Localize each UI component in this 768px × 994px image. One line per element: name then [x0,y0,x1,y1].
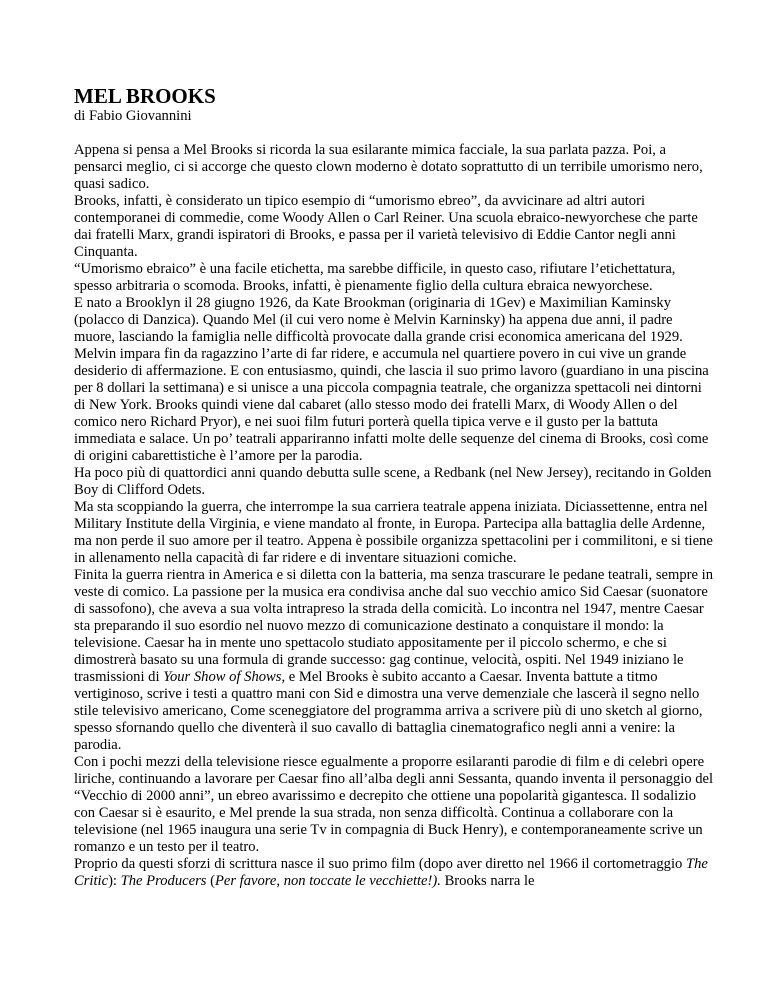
title-your-show-of-shows: Your Show of Shows [163,669,282,685]
title-the-critic: The Critic [74,856,708,889]
article-body [74,142,714,890]
article-byline: di Fabio Giovannini [74,108,192,124]
paragraph-nascita: E nato a Brooklyn il 28 giugno 1926, da Kate Brookman (originaria di 1Gev) e Maximilian Kaminsky (polacco di Danzica). Quando Mel (il cui vero nome è Melvin Karninsky) ha appena due anni, il padre muore, lasciando la famiglia nelle difficoltà provocate dalla grande crisi economica americana del 1929. [74,295,683,345]
paragraph-intro: Appena si pensa a Mel Brooks si ricorda la sua esilarante mimica facciale, la sua parlata pazza. Poi, a pensarci meglio, ci si accorge che questo clown moderno è dotato soprattutto di un terribile umorismo nero, quasi sadico. [74,142,703,192]
article-title: MEL BROOKS [74,84,216,108]
paragraph-giovinezza: Melvin impara fin da ragazzino l’arte di far ridere, e accumula nel quartiere povero in cui vive un grande desiderio di affermazione. E con entusiasmo, quindi, che lascia il suo primo lavoro (guardiano in una piscina per 8 dollari la settimana) e si unisce a una piccola compagnia teatrale, che organizza spettacoli nei dintorni di New York. Brooks quindi viene dal cabaret (allo stesso modo dei fratelli Marx, di Woody Allen o del comico nero Richard Pryor), e nei suoi film futuri porterà quella tipica verve e il gusto per la battuta immediata e salace. Un po’ teatrali appariranno infatti molte delle sequenze del cinema di Brooks, così come di origini cabarettistiche è l’amore per la parodia. [74,346,709,464]
paragraph-debutto: Ha poco più di quattordici anni quando debutta sulle scene, a Redbank (nel New Jersey), recitando in Golden Boy di Clifford Odets. [74,465,712,498]
title-the-producers: The Producers [120,873,207,889]
paragraph-primo-film: Proprio da questi sforzi di scrittura nasce il suo primo film (dopo aver diretto nel 1966 il cortometraggio The Critic): The Producers (Per favore, non toccate le vecchiette!). Brooks narra le [74,856,708,889]
paragraph-parodie: Con i pochi mezzi della televisione riesce egualmente a proporre esilaranti parodie di film e di celebri opere liriche, continuando a lavorare per Caesar fino all’alba degli anni Sessanta, quando inventa il personaggio del “Vecchio di 2000 anni”, un ebreo avarissimo e decrepito che ottiene una popolarità gigantesca. Il sodalizio con Caesar si è esaurito, e Mel prende la sua strada, non senza difficoltà. Continua a collaborare con la televisione (nel 1965 inaugura una serie Tv in compagnia di Buck Henry), e contemporaneamente scrive un romanzo e un testo per il teatro. [74,754,714,855]
title-per-favore: Per favore, non toccate le vecchiette!). [214,873,441,889]
paragraph-umorismo-ebraico: “Umorismo ebraico” è una facile etichetta, ma sarebbe difficile, in questo caso, rifiutare l’etichettatura, spesso arbitraria o scomoda. Brooks, infatti, è pienamente figlio della cultura ebraica newyorchese. [74,261,676,294]
paragraph-umorismo-ebreo: Brooks, infatti, è considerato un tipico esempio di “umorismo ebreo”, da avvicinare ad altri autori contemporanei di commedie, come Woody Allen o Carl Reiner. Una scuola ebraico-newyorchese che parte dai fratelli Marx, grandi ispiratori di Brooks, e passa per il varietà televisivo di Eddie Cantor negli anni Cinquanta. [74,193,698,260]
document-page [74,84,714,890]
paragraph-guerra: Ma sta scoppiando la guerra, che interrompe la sua carriera teatrale appena iniziata. Diciassettenne, entra nel Military Institute della Virginia, e viene mandato al fronte, in Europa. Partecipa alla battaglia delle Ardenne, ma non perde il suo amore per il teatro. Appena è possibile organizza spettacolini per i commilitoni, e si tiene in allenamento nella capacità di far ridere e di inventare situazioni comiche. [74,499,713,566]
paragraph-televisione: Finita la guerra rientra in America e si diletta con la batteria, ma senza trascurare le pedane teatrali, sempre in veste di comico. La passione per la musica era condivisa anche dal suo vecchio amico Sid Caesar (suonatore di sassofono), che aveva a sua volta intrapreso la strada della comicità. Lo incontra nel 1947, mentre Caesar sta preparando il suo esordio nel nuovo mezzo di comunicazione destinato a conquistare il mondo: la televisione. Caesar ha in mente uno spettacolo studiato appositamente per il piccolo schermo, e che si dimostrerà basato su una formula di grande successo: gag continue, velocità, ospiti. Nel 1949 iniziano le trasmissioni di Your Show of Shows, e Mel Brooks è subito accanto a Caesar. Inventa battute a titmo vertiginoso, scrive i testi a quattro mani con Sid e dimostra una verve demenziale che lascerà il segno nello stile televisivo americano, Come sceneggiatore del programma arriva a scrivere più di uno sketch al giorno, spesso sfornando quello che diventerà il suo cavallo di battaglia cinematografico negli anni a venire: la parodia. [74,567,713,753]
